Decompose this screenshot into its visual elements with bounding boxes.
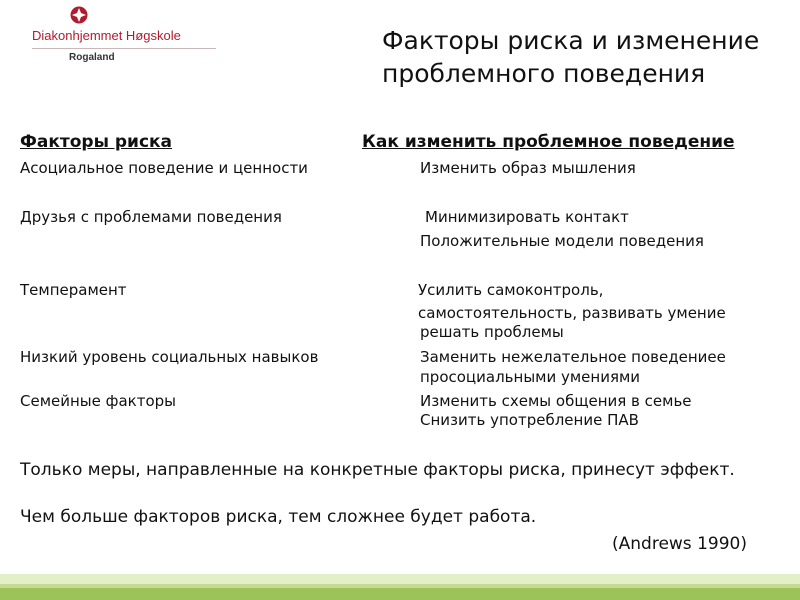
header-how-to-change: Как изменить проблемное поведение [362,132,735,152]
header-risk-factors: Факторы риска [20,132,173,152]
change-family-1: Изменить схемы общения в семье [420,392,692,410]
change-social-skills-1: Заменить нежелательное поведениее [420,348,726,366]
logo-subtitle: Rogaland [69,52,115,63]
slide-title: Факторы риска и изменение проблемного поведения [382,26,760,88]
change-friends-2: Положительные модели поведения [420,232,704,250]
change-antisocial-1: Изменить образ мышления [420,159,636,177]
change-temperament-2: самостоятельность, развивать умение [418,304,726,322]
institution-logo [14,6,254,66]
bottom-band-light [0,574,800,584]
change-friends-1: Минимизировать контакт [425,208,629,226]
factor-social-skills: Низкий уровень социальных навыков [20,348,319,366]
logo-divider [32,48,216,49]
change-temperament-3: решать проблемы [420,323,564,341]
change-temperament-1: Усилить самоконтроль, [418,281,604,299]
factor-family: Семейные факторы [20,392,176,410]
citation: (Andrews 1990) [612,534,747,554]
factor-antisocial: Асоциальное поведение и ценности [20,159,308,177]
change-family-2: Снизить употребление ПАВ [420,411,639,429]
change-social-skills-2: просоциальными умениями [420,368,641,386]
logo-name: Diakonhjemmet Høgskole [32,28,181,43]
factor-temperament: Темперамент [20,281,127,299]
cross-emblem-icon [70,6,88,24]
bottom-band-dark [0,588,800,600]
conclusion-line-2: Чем больше факторов риска, тем сложнее будет работа. [20,507,537,527]
conclusion-line-1: Только меры, направленные на конкретные факторы риска, принесут эффект. [20,460,735,480]
factor-friends: Друзья с проблемами поведения [20,208,282,226]
